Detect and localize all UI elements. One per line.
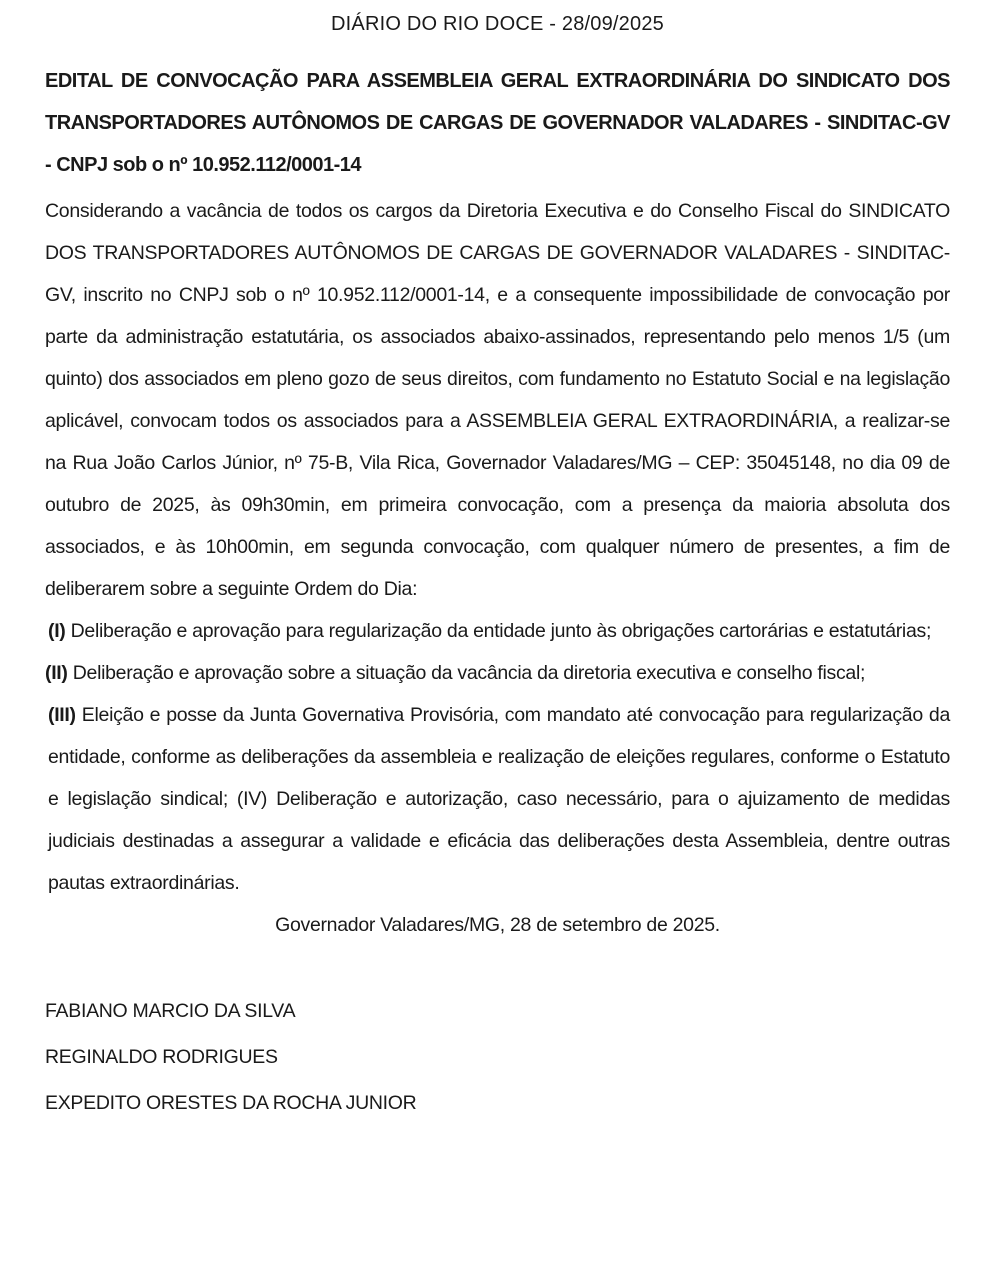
preamble-paragraph: Considerando a vacância de todos os cargos da Diretoria Executiva e do Conselho Fiscal do SINDICATO DOS TRANSPORTADORES AUTÔNOMOS DE CARGAS DE GOVERNADOR VALADARES - SINDITAC-GV, inscrito no CNPJ sob o nº 10.952.112/0001-14, e a consequente impossibilidade de convocação por parte da administração estatutária, os associados abaixo-assinados, representando pelo menos 1/5 (um quinto) dos associados em pleno gozo de seus direitos, com fundamento no Estatuto Social e na legislação aplicável, convocam todos os associados para a ASSEMBLEIA GERAL EXTRAORDINÁRIA, a realizar-se na Rua João Carlos Júnior, nº 75-B, Vila Rica, Governador Valadares/MG – CEP: 35045148, no dia 09 de outubro de 2025, às 09h30min, em primeira convocação, com a presença da maioria absoluta dos associados, e às 10h00min, em segunda convocação, com qualquer número de presentes, a fim de deliberarem sobre a seguinte Ordem do Dia:: [45, 200, 950, 600]
agenda-item-1: [45, 610, 950, 652]
signatory-1: FABIANO MARCIO DA SILVA: [45, 1000, 296, 1022]
signatory-3: EXPEDITO ORESTES DA ROCHA JUNIOR: [45, 1092, 417, 1114]
agenda-marker-1: (I): [48, 620, 66, 642]
agenda-marker-3: (III): [48, 704, 76, 726]
masthead: DIÁRIO DO RIO DOCE - 28/09/2025: [331, 13, 664, 35]
agenda-text-1: Deliberação e aprovação para regularização da entidade junto às obrigações cartorárias e estatutárias;: [70, 620, 932, 642]
agenda-text-2: Deliberação e aprovação sobre a situação da vacância da diretoria executiva e conselho fiscal;: [72, 662, 866, 684]
agenda-item-3: [45, 694, 950, 904]
agenda-text-3: Eleição e posse da Junta Governativa Provisória, com mandato até convocação para regularização da entidade, conforme as deliberações da assembleia e realização de eleições regulares, conforme o Estatuto e legislação sindical; (IV) Deliberação e autorização, caso necessário, para o ajuizamento de medidas judiciais destinadas a assegurar a validade e eficácia das deliberações desta Assembleia, dentre outras pautas extraordinárias.: [48, 704, 950, 894]
signature-block: [45, 988, 950, 1126]
agenda-marker-2: (II): [45, 662, 68, 684]
agenda-item-2: [45, 652, 950, 694]
signatory-2: REGINALDO RODRIGUES: [45, 1046, 278, 1068]
edital-title: EDITAL DE CONVOCAÇÃO PARA ASSEMBLEIA GERAL EXTRAORDINÁRIA DO SINDICATO DOS TRANSPORTADORES AUTÔNOMOS DE CARGAS DE GOVERNADOR VALADARES - SINDITAC-GV - CNPJ sob o nº 10.952.112/0001-14: [45, 70, 950, 176]
dateline: Governador Valadares/MG, 28 de setembro de 2025.: [275, 914, 720, 936]
